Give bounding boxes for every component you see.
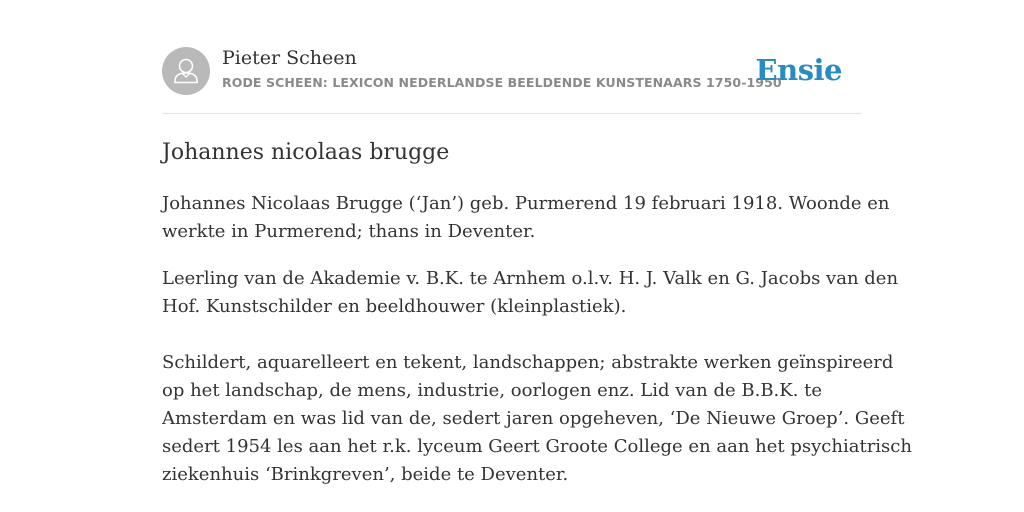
paragraph-2 (162, 265, 899, 321)
author-avatar[interactable] (162, 47, 210, 95)
entry-header (162, 46, 862, 96)
paragraph-2-line-1: Leerling van de Akademie v. B.K. te Arnhem o.l.v. H. J. Valk en G. Jacobs van den (162, 268, 899, 289)
paragraph-3-line-1: Schildert, aquarelleert en tekent, landschappen; abstrakte werken geïnspireerd (162, 352, 894, 373)
paragraph-3 (162, 349, 912, 489)
ensie-logo[interactable]: Ensie (755, 53, 842, 87)
user-icon (162, 47, 210, 95)
paragraph-3-line-2: op het landschap, de mens, industrie, oorlogen enz. Lid van de B.B.K. te (162, 380, 823, 401)
paragraph-1-line-1: Johannes Nicolaas Brugge (‘Jan’) geb. Purmerend 19 februari 1918. Woonde en (162, 193, 890, 214)
header-divider (162, 113, 862, 114)
paragraph-3-line-3: Amsterdam en was lid van de, sedert jaren opgeheven, ‘De Nieuwe Groep’. Geeft (162, 408, 905, 429)
paragraph-1 (162, 190, 890, 246)
paragraph-2-line-2: Hof. Kunstschilder en beeldhouwer (kleinplastiek). (162, 296, 627, 317)
paragraph-3-line-4: sedert 1954 les aan het r.k. lyceum Geert Groote College en aan het psychiatrisch (162, 436, 912, 457)
paragraph-3-line-5: ziekenhuis ‘Brinkgreven’, beide te Deventer. (162, 464, 569, 485)
source-title[interactable]: RODE SCHEEN: LEXICON NEDERLANDSE BEELDENDE KUNSTENAARS 1750-1950 (222, 75, 782, 90)
entry-title: Johannes nicolaas brugge (162, 140, 450, 165)
author-name[interactable]: Pieter Scheen (222, 47, 357, 69)
paragraph-1-line-2: werkte in Purmerend; thans in Deventer. (162, 221, 536, 242)
